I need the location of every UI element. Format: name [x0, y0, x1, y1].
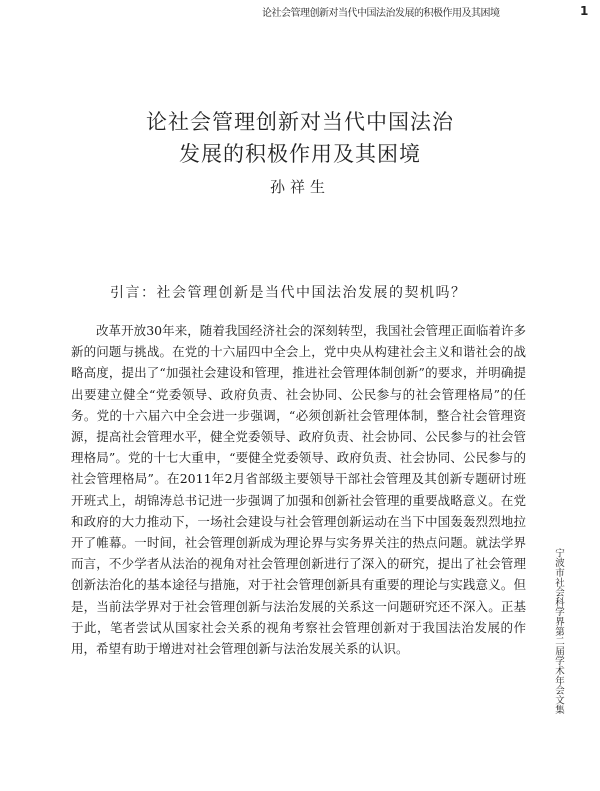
body-paragraph: 改革开放30年来，随着我国经济社会的深刻转型，我国社会管理正面临着许多新的问题与挑战。在党的十六届四中全会上，党中央从构建社会主义和谐社会的战略高度，提出了“加强社会建设和管理，推进社会管理体制创新”的要求，并明确提出要建立健全“党委领导、政府负责、社会协同、公民参与的社会管理格局”的任务。党的十六届六中全会进一步强调，“必须创新社会管理体制，整合社会管理资源，提高社会管理水平，健全党委领导、政府负责、社会协同、公民参与的社会管理格局”。党的十七大重申，“要健全党委领导、政府负责、社会协同、公民参与的社会管理格局”。在2011年2月省部级主要领导干部社会管理及其创新专题研讨班开班式上，胡锦涛总书记进一步强调了加强和创新社会管理的重要战略意义。在党和政府的大力推动下，一场社会建设与社会管理创新运动在当下中国轰轰烈烈地拉开了帷幕。一时间，社会管理创新成为理论界与实务界关注的热点问题。就法学界而言，不少学者从法治的视角对社会管理创新进行了深入的研究，提出了社会管理创新法治化的基本途径与措施，对于社会管理创新具有重要的理论与实践意义。但是，当前法学界对于社会管理创新与法治发展的关系这一问题研究还不深入。正基于此，笔者尝试从国家社会关系的视角考察社会管理创新对于我国法治发展的作用，希望有助于增进对社会管理创新与法治发展关系的认识。 — [71, 323, 526, 657]
side-margin-label: 宁波市社会科学界第二届学术年会文集 — [553, 548, 564, 715]
author-name: 孙祥生 — [269, 178, 330, 196]
page-number: 1 — [580, 4, 589, 18]
running-header: 论社会管理创新对当代中国法治发展的积极作用及其困境 — [262, 8, 500, 19]
article-title-line-1: 论社会管理创新对当代中国法治 — [146, 110, 454, 134]
article-title-line-2: 发展的积极作用及其困境 — [179, 142, 421, 166]
section-subheading: 引言：社会管理创新是当代中国法治发展的契机吗？ — [110, 285, 467, 301]
article-title — [0, 106, 600, 170]
